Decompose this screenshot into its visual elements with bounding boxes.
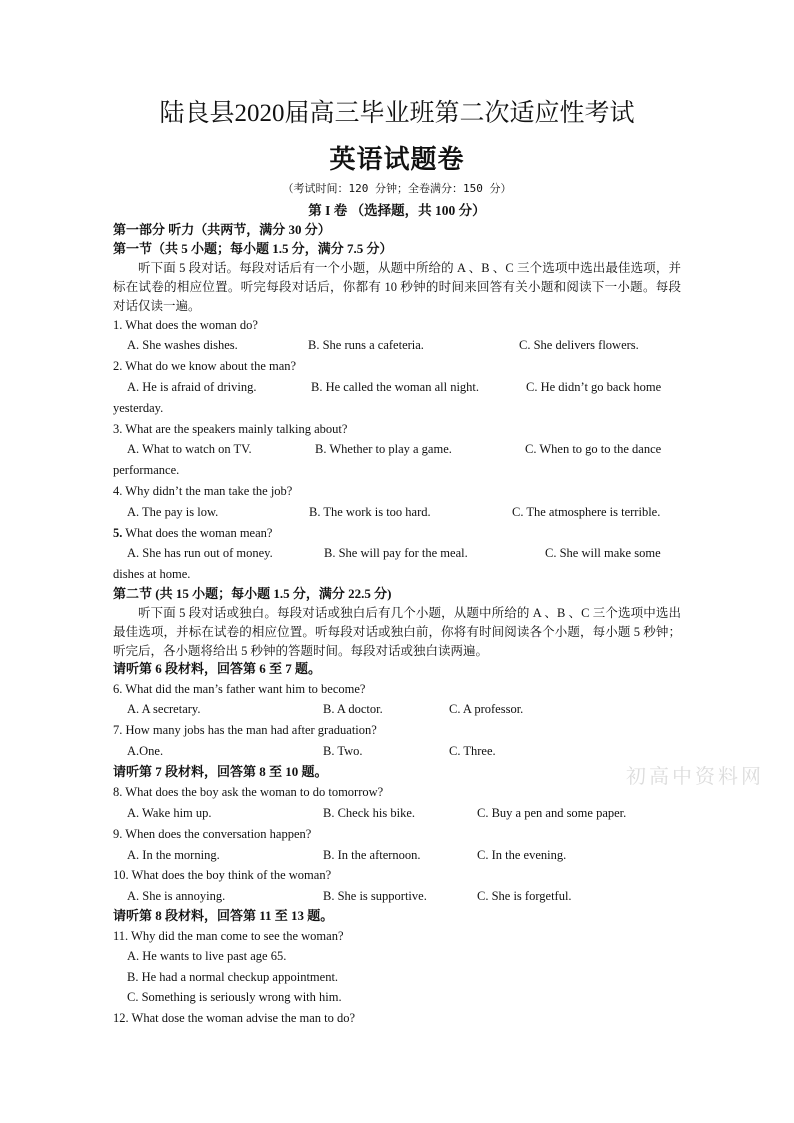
- question-7-option-c: C. Three.: [449, 744, 496, 758]
- question-10-option-a: A. She is annoying.: [127, 889, 226, 903]
- question-11-option-a: A. He wants to live past age 65.: [127, 949, 287, 963]
- question-1-option-c: C. She delivers flowers.: [519, 338, 639, 352]
- question-6-option-c: C. A professor.: [449, 702, 524, 716]
- question-7-option-a: A.One.: [127, 744, 164, 758]
- question-10-option-c: C. She is forgetful.: [477, 889, 572, 903]
- question-11-option-b: B. He had a normal checkup appointment.: [127, 970, 339, 984]
- section2-heading: 第二节 (共 15 小题；每小题 1.5 分，满分 22.5 分): [113, 586, 392, 601]
- question-5-option-b: B. She will pay for the meal.: [324, 546, 468, 560]
- question-10-stem: 10. What does the boy think of the woman?: [113, 868, 332, 882]
- question-1-stem: 1. What does the woman do?: [113, 318, 258, 332]
- paper-subject-title: 英语试题卷: [329, 145, 465, 174]
- material-6-instruction: 请听第 6 段材料，回答第 6 至 7 题。: [113, 661, 322, 676]
- question-8-option-a: A. Wake him up.: [127, 806, 212, 820]
- question-1-option-b: B. She runs a cafeteria.: [308, 338, 424, 352]
- question-2-option-a: A. He is afraid of driving.: [127, 380, 257, 394]
- exam-title: 陆良县2020届高三毕业班第二次适应性考试: [159, 100, 635, 127]
- question-3-option-a: A. What to watch on TV.: [127, 442, 252, 456]
- question-5-wrap: dishes at home.: [113, 567, 191, 581]
- question-11-option-c: C. Something is seriously wrong with him.: [127, 990, 342, 1004]
- question-2-wrap: yesterday.: [113, 401, 164, 415]
- question-9-option-b: B. In the afternoon.: [323, 848, 421, 862]
- question-5-stem-row: [113, 523, 272, 543]
- question-3-wrap: performance.: [113, 463, 180, 477]
- question-3-option-b: B. Whether to play a game.: [315, 442, 452, 456]
- question-6-option-b: B. A doctor.: [323, 702, 383, 716]
- section1-heading-text: 第一节（共 5 小题；每小题 1.5 分，满分 7.5 分）: [113, 241, 393, 256]
- question-7-stem: 7. How many jobs has the man had after graduation?: [113, 723, 377, 737]
- section1-heading: [113, 239, 393, 259]
- question-8-option-b: B. Check his bike.: [323, 806, 416, 820]
- question-3-option-c: C. When to go to the dance: [525, 442, 662, 456]
- volume-heading: 第 I 卷 （选择题，共 100 分）: [308, 203, 486, 218]
- question-6-option-a: A. A secretary.: [127, 702, 201, 716]
- part1-heading: 第一部分 听力（共两节，满分 30 分）: [113, 222, 331, 237]
- question-5-stem: What does the woman mean?: [122, 526, 273, 540]
- question-11-stem: 11. Why did the man come to see the woman?: [113, 929, 344, 943]
- question-7-option-b: B. Two.: [323, 744, 363, 758]
- question-4-stem: 4. Why didn’t the man take the job?: [113, 484, 293, 498]
- watermark: 初高中资料网: [626, 764, 764, 788]
- question-5-option-a: A. She has run out of money.: [127, 546, 273, 560]
- question-10-option-b: B. She is supportive.: [323, 889, 427, 903]
- question-6-stem: 6. What did the man’s father want him to become?: [113, 682, 366, 696]
- question-2-option-b: B. He called the woman all night.: [311, 380, 480, 394]
- exam-info: （考试时间：120 分钟；全卷满分：150 分）: [282, 182, 512, 195]
- question-1-option-a: A. She washes dishes.: [127, 338, 238, 352]
- question-5-option-c: C. She will make some: [545, 546, 661, 560]
- section2-instructions: 听下面 5 段对话或独白。每段对话或独白后有几个小题，从题中所给的 A 、B 、C 三个选项中选出最佳选项，并标在试卷的相应位置。听每段对话或独白前，你将有时间阅读各个小题，每小题 5 秒钟；听完后，各小题将给出 5 秒钟的答题时间。每段对话或独白读两遍。: [113, 606, 681, 658]
- question-3-stem: 3. What are the speakers mainly talking about?: [113, 422, 348, 436]
- question-4-option-b: B. The work is too hard.: [309, 505, 431, 519]
- question-5-number: 5.: [113, 526, 123, 540]
- question-8-option-c: C. Buy a pen and some paper.: [477, 806, 627, 820]
- question-8-stem: 8. What does the boy ask the woman to do tomorrow?: [113, 785, 384, 799]
- question-2-stem: 2. What do we know about the man?: [113, 359, 297, 373]
- question-4-option-a: A. The pay is low.: [127, 505, 219, 519]
- question-9-option-a: A. In the morning.: [127, 848, 220, 862]
- section1-instructions: 听下面 5 段对话。每段对话后有一个小题，从题中所给的 A 、B 、C 三个选项中选出最佳选项，并标在试卷的相应位置。听完每段对话后，你都有 10 秒钟的时间来回答有关小题和阅读下一小题。每段对话仅读一遍。: [113, 261, 681, 313]
- question-9-option-c: C. In the evening.: [477, 848, 567, 862]
- question-2-option-c: C. He didn’t go back home: [526, 380, 662, 394]
- material-7-instruction: 请听第 7 段材料，回答第 8 至 10 题。: [113, 764, 328, 779]
- question-12-stem: 12. What dose the woman advise the man to do?: [113, 1011, 356, 1025]
- question-9-stem: 9. When does the conversation happen?: [113, 827, 312, 841]
- question-4-option-c: C. The atmosphere is terrible.: [512, 505, 661, 519]
- material-8-instruction: 请听第 8 段材料，回答第 11 至 13 题。: [113, 908, 334, 923]
